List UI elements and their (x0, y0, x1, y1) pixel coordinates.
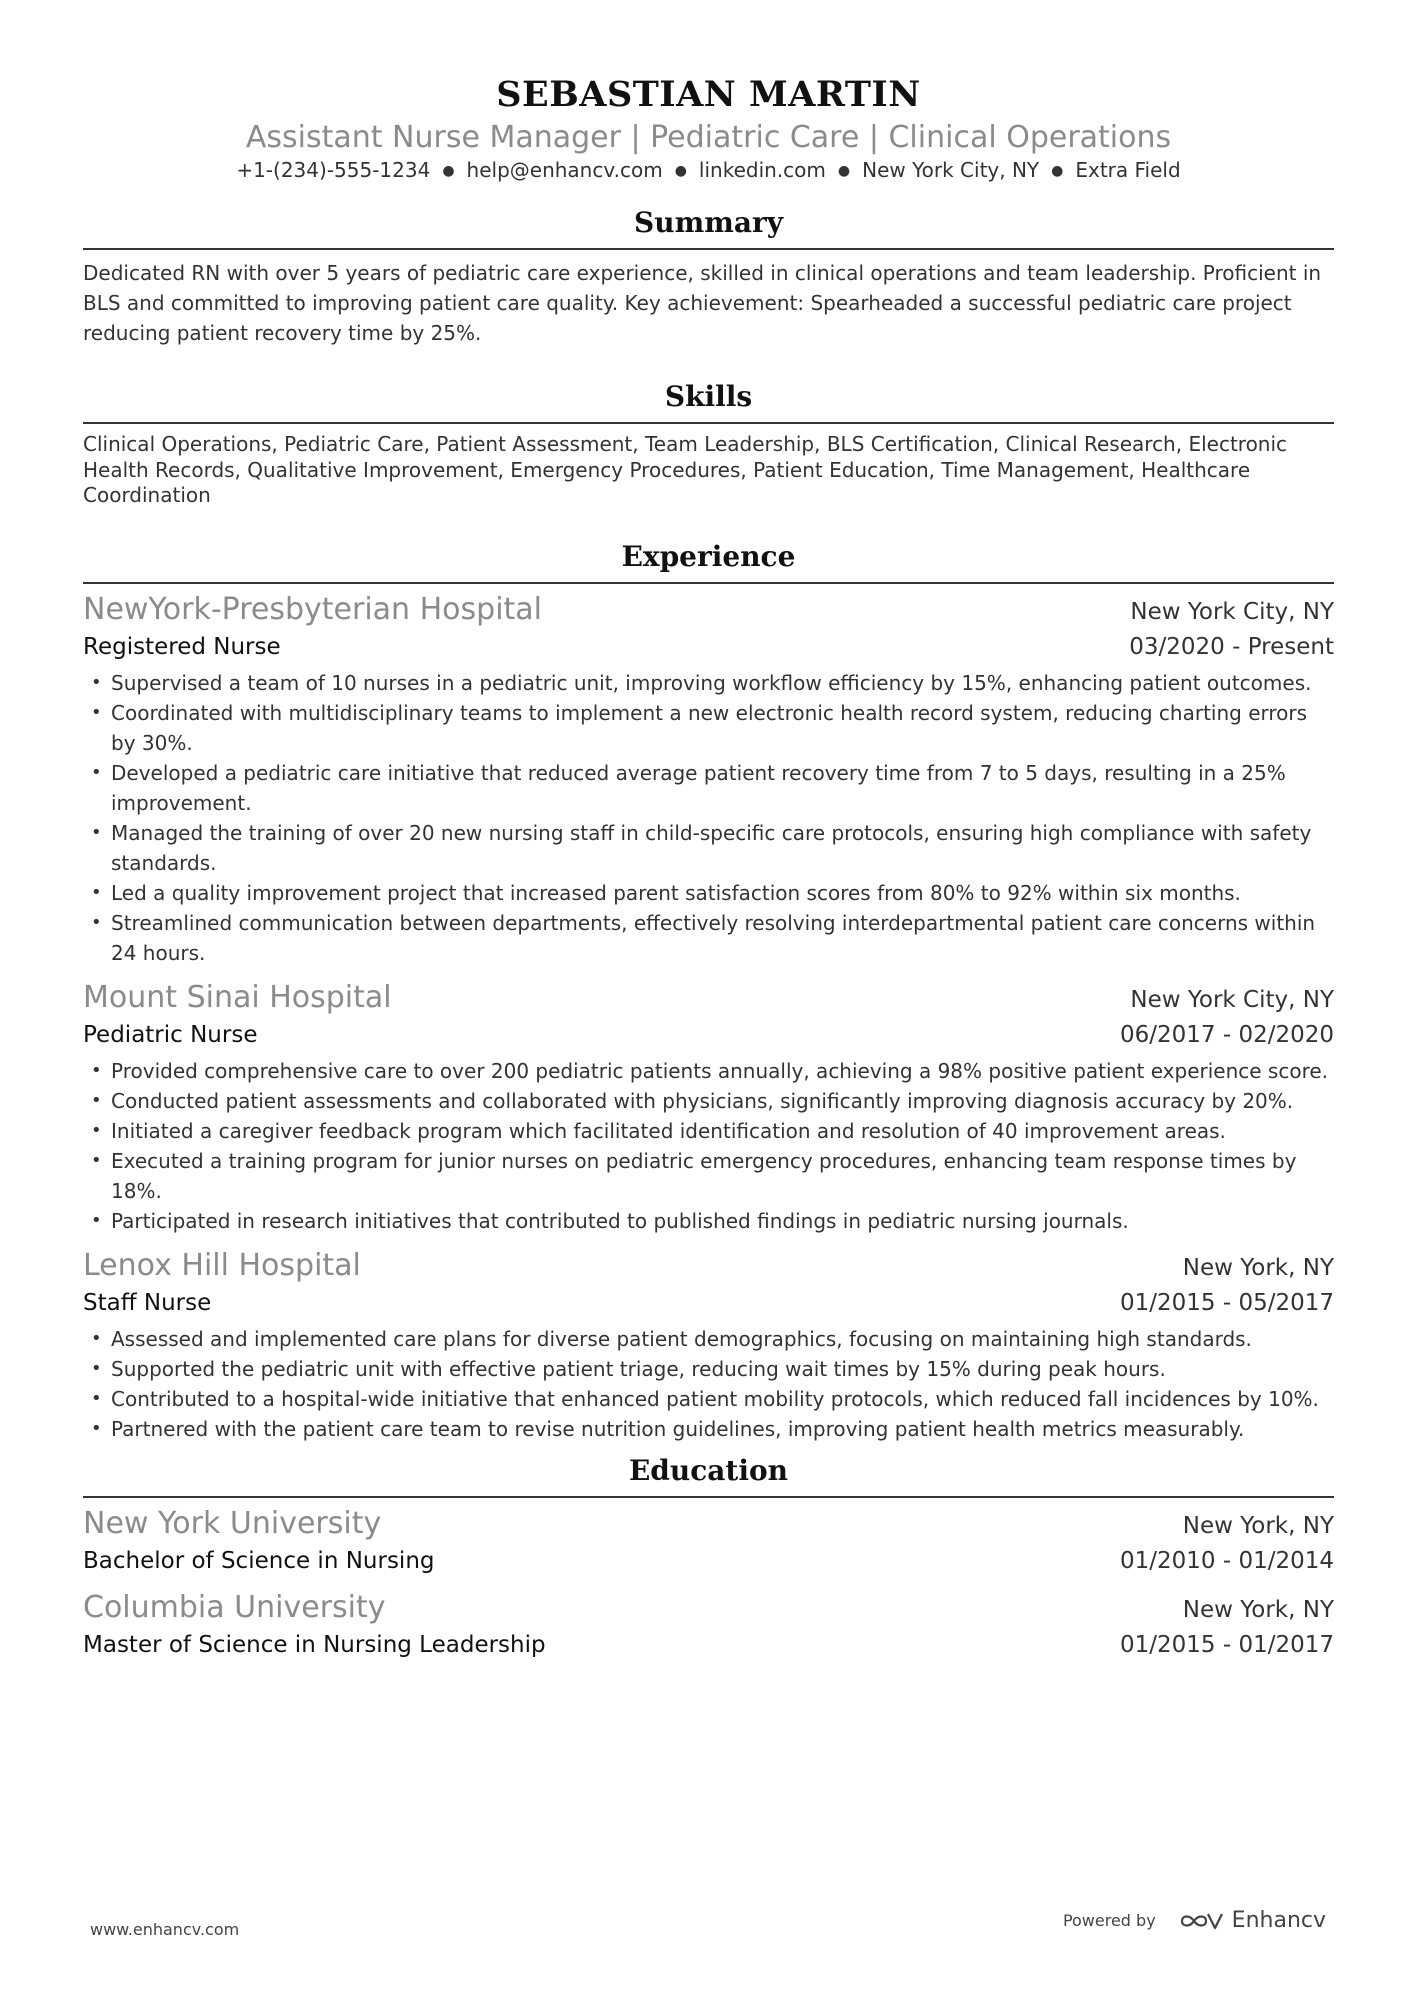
contact-line (83, 158, 1334, 182)
job-organization: Lenox Hill Hospital (83, 1248, 361, 1283)
job-organization: NewYork-Presbyterian Hospital (83, 592, 543, 627)
skills-text: Clinical Operations, Pediatric Care, Patient Assessment, Team Leadership, BLS Certification, Clinical Research, Electronic Health Records, Qualitative Improvement, Emergency Procedures, Patient Education, Time Management, Healthcare Coordination (83, 432, 1288, 507)
bullet-separator: ● (837, 163, 851, 179)
list-item: • Assessed and implemented care plans for diverse patient demographics, focusing on maintaining high standards. (83, 1324, 1334, 1354)
job-role: Staff Nurse (83, 1290, 212, 1316)
section-heading: Experience (621, 540, 796, 573)
school-location: New York, NY (1182, 1597, 1334, 1623)
section-heading: Skills (664, 380, 753, 413)
section-divider (83, 582, 1334, 584)
education-entry (83, 1504, 1334, 1578)
list-item: • Supported the pediatric unit with effective patient triage, reducing wait times by 15% during peak hours. (83, 1354, 1334, 1384)
job-role: Pediatric Nurse (83, 1022, 258, 1048)
list-item: • Contributed to a hospital-wide initiative that enhanced patient mobility protocols, which reduced fall incidences by 10%. (83, 1384, 1334, 1414)
school-name: Columbia University (83, 1590, 386, 1625)
list-item: • Initiated a caregiver feedback program which facilitated identification and resolution of 40 improvement areas. (83, 1116, 1334, 1146)
brand-name: Enhancv (1231, 1908, 1326, 1933)
candidate-name: SEBASTIAN MARTIN (496, 74, 921, 115)
job-role: Registered Nurse (83, 634, 281, 660)
footer-branding (1063, 1908, 1326, 1933)
list-item: • Supervised a team of 10 nurses in a pediatric unit, improving workflow efficiency by 15%, enhancing patient outcomes. (83, 668, 1334, 698)
list-item: • Streamlined communication between departments, effectively resolving interdepartmental patient care concerns within 24 hours. (83, 908, 1334, 968)
list-item: • Developed a pediatric care initiative that reduced average patient recovery time from 7 to 5 days, resulting in a 25% improvement. (83, 758, 1334, 818)
job-location: New York, NY (1182, 1255, 1334, 1281)
section-heading: Summary (634, 206, 783, 239)
summary-section (83, 202, 1334, 348)
job-location: New York City, NY (1130, 599, 1334, 625)
candidate-title: Assistant Nurse Manager | Pediatric Care | Clinical Operations (245, 120, 1172, 155)
job-entry (83, 590, 1334, 968)
job-bullets (83, 1324, 1334, 1444)
education-dates: 01/2015 - 01/2017 (1119, 1632, 1334, 1658)
contact-email[interactable]: help@enhancv.com (466, 158, 663, 182)
experience-section (83, 536, 1334, 1444)
contact-phone: +1-(234)-555-1234 (236, 158, 431, 182)
job-location: New York City, NY (1130, 987, 1334, 1013)
contact-location: New York City, NY (862, 158, 1040, 182)
school-name: New York University (83, 1506, 382, 1541)
list-item: • Participated in research initiatives that contributed to published findings in pediatric nursing journals. (83, 1206, 1334, 1236)
bullet-separator: ● (1051, 163, 1064, 179)
brand-logo[interactable] (1178, 1908, 1326, 1933)
education-entry (83, 1588, 1334, 1662)
degree: Bachelor of Science in Nursing (83, 1548, 435, 1574)
job-entry (83, 1246, 1334, 1444)
list-item: • Coordinated with multidisciplinary teams to implement a new electronic health record system, reducing charting errors by 30%. (83, 698, 1334, 758)
job-dates: 06/2017 - 02/2020 (1119, 1022, 1334, 1048)
job-entry (83, 978, 1334, 1236)
job-dates: 03/2020 - Present (1129, 634, 1334, 660)
job-bullets (83, 1056, 1334, 1236)
list-item: • Executed a training program for junior nurses on pediatric emergency procedures, enhancing team response times by 18%. (83, 1146, 1334, 1206)
list-item: • Managed the training of over 20 new nursing staff in child-specific care protocols, ensuring high compliance with safety standards. (83, 818, 1334, 878)
list-item: • Provided comprehensive care to over 200 pediatric patients annually, achieving a 98% positive patient experience score. (83, 1056, 1334, 1086)
education-section (83, 1450, 1334, 1662)
list-item: • Conducted patient assessments and collaborated with physicians, significantly improving diagnosis accuracy by 20%. (83, 1086, 1334, 1116)
section-heading: Education (628, 1454, 789, 1487)
job-dates: 01/2015 - 05/2017 (1119, 1290, 1334, 1316)
degree: Master of Science in Nursing Leadership (83, 1632, 546, 1658)
section-divider (83, 1496, 1334, 1498)
list-item: • Led a quality improvement project that increased parent satisfaction scores from 80% to 92% within six months. (83, 878, 1334, 908)
job-bullets (83, 668, 1334, 968)
bullet-separator: ● (674, 163, 687, 179)
skills-section (83, 376, 1334, 509)
contact-linkedin[interactable]: linkedin.com (698, 158, 826, 182)
summary-text: Dedicated RN with over 5 years of pediatric care experience, skilled in clinical operations and team leadership. Proficient in BLS and committed to improving patient care quality. Key achievement: Spearheaded a successful pediatric care project reducing patient recovery time by 25%. (83, 261, 1322, 345)
list-item: • Partnered with the patient care team to revise nutrition guidelines, improving patient health metrics measurably. (83, 1414, 1334, 1444)
school-location: New York, NY (1182, 1513, 1334, 1539)
section-divider (83, 422, 1334, 424)
footer-website[interactable]: www.enhancv.com (90, 1920, 240, 1939)
section-divider (83, 248, 1334, 250)
enhancv-logo-icon (1178, 1909, 1224, 1933)
bullet-separator: ● (442, 163, 455, 179)
contact-extra: Extra Field (1075, 158, 1181, 182)
job-organization: Mount Sinai Hospital (83, 980, 392, 1015)
powered-by-label: Powered by (1062, 1911, 1156, 1930)
education-dates: 01/2010 - 01/2014 (1119, 1548, 1334, 1574)
